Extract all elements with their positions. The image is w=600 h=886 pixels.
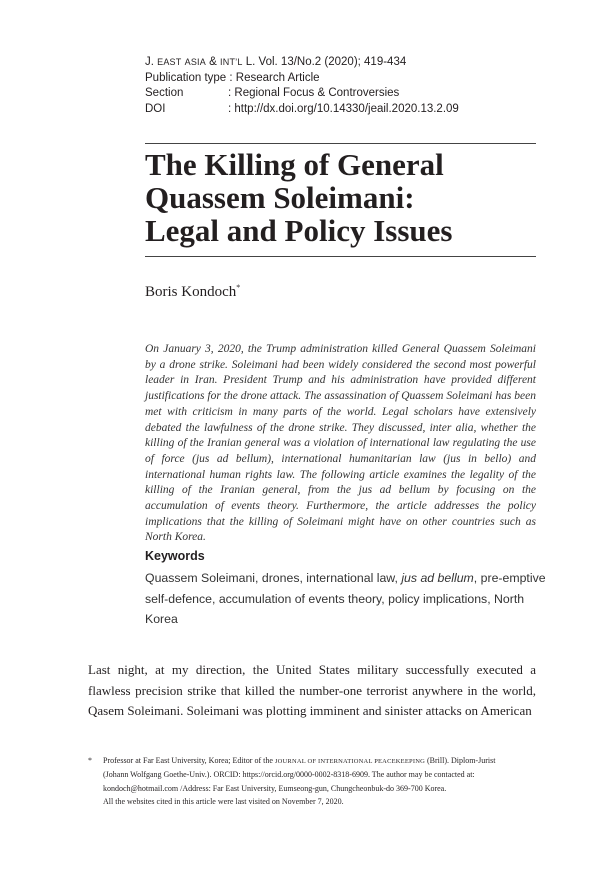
footnote-line-2: (Johann Wolfgang Goethe-Univ.). ORCID: https://orcid.org/0000-0002-8318-6909. The author may be contacted at: [103,770,475,780]
title-bottom-rule [145,256,536,257]
keywords-line-1-pre: Quassem Soleimani, drones, international law, [145,571,402,585]
title-line-2: Quassem Soleimani: [145,180,415,215]
title-line-3: Legal and Policy Issues [145,213,453,248]
doi-value[interactable]: : http://dx.doi.org/10.14330/jeail.2020.13.2.09 [228,102,459,115]
citation-east: EAST [157,57,182,67]
footnote-line-1-post: (Brill). Diplom-Jurist [424,756,496,765]
footnote-line-4: All the websites cited in this article were last visited on November 7, 2020. [103,797,344,807]
title-top-rule [145,143,536,144]
article-title [145,148,545,247]
pubtype-value: : Research Article [229,71,320,84]
journal-header [145,55,545,117]
citation-intl: INT’L [220,57,243,67]
footnote-line-1-pre: Professor at Far East University, Korea; Editor of the [103,756,275,765]
pubtype-label: Publication type [145,71,227,84]
doi-row [145,102,545,118]
footnote [88,754,548,809]
footnote-line-1 [88,754,548,768]
footnote-journal: JOURNAL OF INTERNATIONAL PEACEKEEPING [274,758,425,765]
footnote-line-3: kondoch@hotmail.com /Address: Far East University, Eumseong-gun, Chungcheonbuk-do 369-700 Korea. [103,783,447,793]
keywords-line-3: Korea [145,612,178,626]
keywords-line-2: self-defence, accumulation of events theory, policy implications, North [145,591,525,606]
keywords-line-1-post: , pre-emptive [473,571,546,585]
footnote-mark: * [88,756,92,765]
keywords-line-1 [145,568,546,589]
citation-amp: & [209,56,217,68]
section-label: Section [145,87,184,99]
keywords [145,568,546,630]
keywords-heading: Keywords [145,549,205,563]
body-paragraph: Last night, at my direction, the United States military successfully executed a flawless precision strike that killed the number-one terrorist anywhere in the world, Qasem Soleimani. Soleimani was plotting imminent and sinister attacks on American [88,662,536,718]
title-line-1: The Killing of General [145,147,444,182]
author-name: Boris Kondoch [145,284,237,300]
citation-asia: ASIA [184,57,206,67]
publication-type-row [145,71,545,87]
doi-label: DOI [145,102,166,115]
citation-lead: J. [145,56,158,68]
abstract: On January 3, 2020, the Trump administration killed General Quassem Soleimani by a drone strike. Soleimani had been widely considered the second most powerful leader in Iran. President Trump and his administration have provided different justifications for the drone attack. The assassination of Quassem Soleimani has been met with criticism in many parts of the world. Legal scholars have extensively debated the lawfulness of the drone strike. They discussed, inter alia, whether the killing of the Iranian general was a violation of international law regulating the use of force (jus ad bellum), international humanitarian law (jus in bello) and international human rights law. The following article examines the legality of the killing of the Iranian general, from the jus ad bellum by focusing on the accumulation of events theory. Furthermore, the article addresses the policy implications that the killing of Soleimani might have on other countries such as North Korea. [145,343,536,544]
citation-line [145,55,545,71]
section-value: : Regional Focus & Controversies [228,87,400,99]
section-row [145,86,545,102]
author-footnote-mark[interactable]: * [236,283,241,292]
keywords-line-1-em: jus ad bellum [401,571,474,585]
citation-rest: L. Vol. 13/No.2 (2020); 419-434 [245,56,407,68]
author [145,283,240,301]
